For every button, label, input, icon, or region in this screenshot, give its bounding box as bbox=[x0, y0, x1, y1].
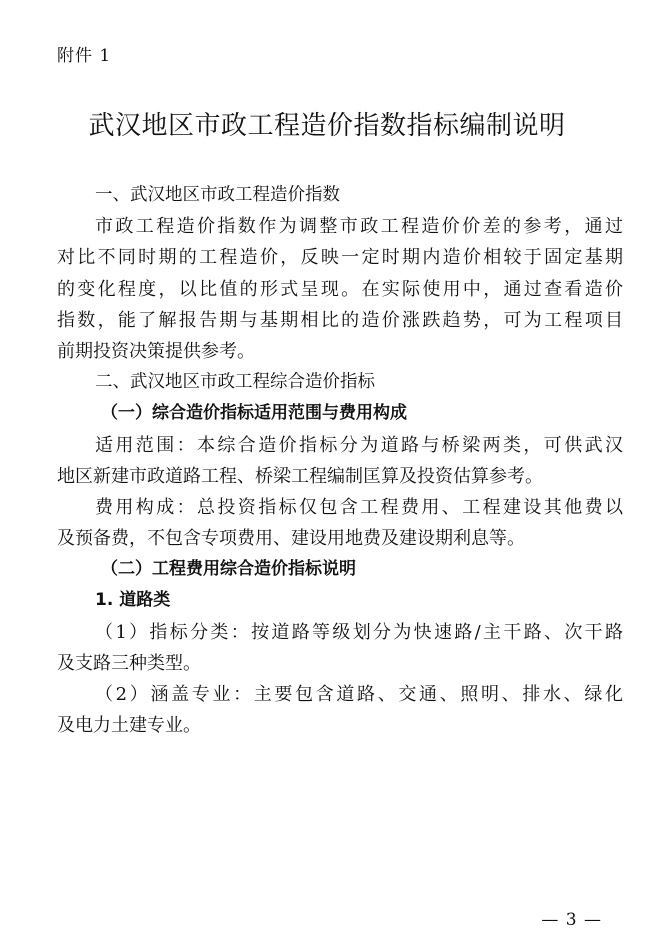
cost-line: 及预备费，不包含专项费用、建设用地费及建设期利息等。 bbox=[57, 528, 525, 550]
subsection2-heading: （二）工程费用综合造价指标说明 bbox=[101, 559, 356, 580]
road-category-heading: 1. 道路类 bbox=[95, 590, 171, 611]
section1-para-line: 对比不同时期的工程造价，反映一定时期内造价相较于固定基期 bbox=[57, 247, 623, 269]
road-classification-line: （1）指标分类：按道路等级划分为快速路/主干路、次干路 bbox=[95, 621, 623, 643]
section1-heading: 一、武汉地区市政工程造价指数 bbox=[95, 185, 340, 205]
subsection1-heading: （一）综合造价指标适用范围与费用构成 bbox=[101, 403, 407, 424]
road-coverage-line: （2）涵盖专业：主要包含道路、交通、照明、排水、绿化 bbox=[95, 684, 623, 705]
section2-heading: 二、武汉地区市政工程综合造价指标 bbox=[95, 372, 375, 393]
attachment-label: 附件 1 bbox=[57, 46, 112, 66]
section1-para-line: 的变化程度，以比值的形式呈现。在实际使用中，通过查看造价 bbox=[57, 278, 623, 300]
page-number: — 3 — bbox=[541, 910, 602, 930]
scope-line: 地区新建市政道路工程、桥梁工程编制匡算及投资估算参考。 bbox=[57, 465, 543, 487]
cost-line: 费用构成：总投资指标仅包含工程费用、工程建设其他费以 bbox=[95, 496, 623, 518]
section1-para-line: 前期投资决策提供参考。 bbox=[57, 340, 255, 362]
road-classification-line: 及支路三种类型。 bbox=[57, 652, 201, 674]
road-coverage-line: 及电力土建专业。 bbox=[57, 715, 201, 737]
section1-para-line: 市政工程造价指数作为调整市政工程造价价差的参考，通过 bbox=[95, 216, 623, 238]
section1-para-line: 指数，能了解报告期与基期相比的造价涨跌趋势，可为工程项目 bbox=[57, 309, 623, 331]
document-title: 武汉地区市政工程造价指数指标编制说明 bbox=[88, 111, 566, 141]
scope-line: 适用范围：本综合造价指标分为道路与桥梁两类，可供武汉 bbox=[95, 434, 623, 456]
document-body bbox=[57, 180, 623, 741]
